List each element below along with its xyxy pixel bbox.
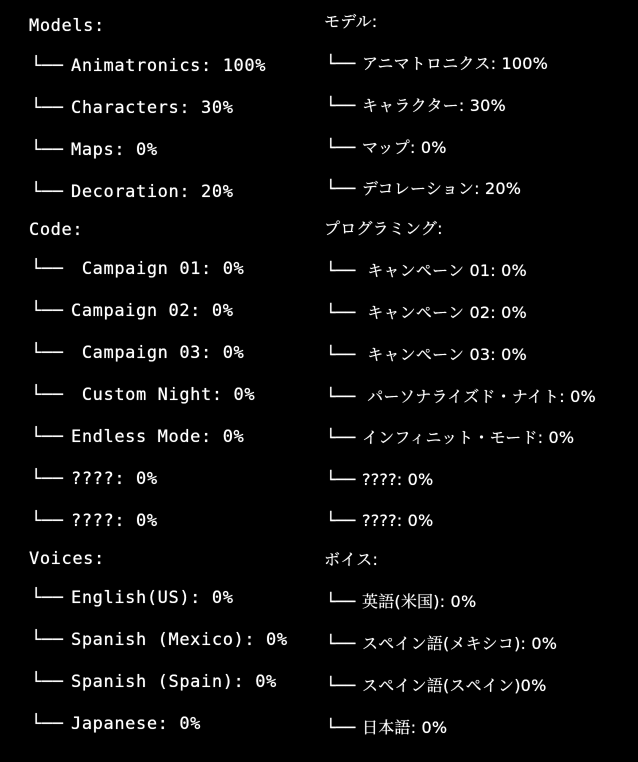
tree-branch-icon: └── bbox=[326, 718, 356, 737]
tree-branch-icon: └── bbox=[31, 343, 64, 363]
tree-branch-icon: └── bbox=[326, 96, 356, 115]
list-item bbox=[31, 588, 234, 608]
list-item bbox=[31, 56, 266, 76]
item-label: ????: 0% bbox=[71, 511, 158, 531]
item-label: ????: 0% bbox=[71, 469, 158, 489]
item-label: Decoration: 20% bbox=[71, 182, 234, 202]
tree-branch-icon: └── bbox=[31, 385, 64, 405]
tree-branch-icon: └── bbox=[326, 261, 356, 280]
list-item bbox=[326, 261, 527, 281]
item-label: Campaign 01: 0% bbox=[71, 259, 245, 279]
tree-branch-icon: └── bbox=[326, 470, 356, 489]
list-item bbox=[31, 259, 244, 279]
tree-branch-icon: └── bbox=[326, 345, 356, 364]
tree-branch-icon: └── bbox=[31, 259, 64, 279]
list-item bbox=[326, 96, 506, 116]
item-label: キャンペーン 01: 0% bbox=[362, 261, 527, 280]
item-label: Animatronics: 100% bbox=[71, 56, 267, 76]
item-label: Custom Night: 0% bbox=[71, 385, 256, 405]
item-label: Spanish (Spain): 0% bbox=[71, 672, 277, 692]
item-label: キャンペーン 03: 0% bbox=[362, 345, 527, 364]
list-item bbox=[31, 511, 158, 531]
tree-branch-icon: └── bbox=[31, 98, 64, 118]
item-label: Campaign 02: 0% bbox=[71, 301, 234, 321]
tree-branch-icon: └── bbox=[31, 714, 64, 734]
models-heading: Models: bbox=[29, 16, 105, 36]
list-item bbox=[31, 630, 288, 650]
list-item bbox=[326, 138, 447, 158]
list-item bbox=[31, 343, 244, 363]
list-item bbox=[31, 672, 277, 692]
tree-branch-icon: └── bbox=[31, 427, 64, 447]
list-item bbox=[326, 428, 574, 448]
list-item bbox=[31, 182, 234, 202]
tree-branch-icon: └── bbox=[326, 303, 356, 322]
item-label: Maps: 0% bbox=[71, 140, 158, 160]
tree-branch-icon: └── bbox=[326, 592, 356, 611]
tree-branch-icon: └── bbox=[326, 138, 356, 157]
list-item bbox=[31, 427, 244, 447]
item-label: ????: 0% bbox=[362, 511, 434, 530]
item-label: Campaign 03: 0% bbox=[71, 343, 245, 363]
item-label: Characters: 30% bbox=[71, 98, 234, 118]
list-item bbox=[326, 592, 476, 612]
item-label: パーソナライズド・ナイト: 0% bbox=[362, 387, 596, 406]
item-label: 日本語: 0% bbox=[362, 718, 448, 737]
list-item bbox=[326, 54, 548, 74]
item-label: キャンペーン 02: 0% bbox=[362, 303, 527, 322]
models-heading: モデル: bbox=[324, 12, 378, 31]
item-label: デコレーション: 20% bbox=[362, 179, 522, 198]
list-item bbox=[326, 303, 527, 323]
code-heading: Code: bbox=[29, 220, 84, 240]
list-item bbox=[31, 98, 234, 118]
tree-branch-icon: └── bbox=[31, 56, 64, 76]
tree-branch-icon: └── bbox=[31, 301, 64, 321]
list-item bbox=[326, 345, 527, 365]
item-label: インフィニット・モード: 0% bbox=[362, 428, 575, 447]
item-label: マップ: 0% bbox=[362, 138, 447, 157]
list-item bbox=[326, 511, 433, 531]
tree-branch-icon: └── bbox=[326, 511, 356, 530]
item-label: 英語(米国): 0% bbox=[362, 592, 477, 611]
voices-heading: Voices: bbox=[29, 549, 105, 569]
item-label: アニマトロニクス: 100% bbox=[362, 54, 549, 73]
item-label: English(US): 0% bbox=[71, 588, 234, 608]
item-label: キャラクター: 30% bbox=[362, 96, 506, 115]
tree-branch-icon: └── bbox=[326, 428, 356, 447]
list-item bbox=[31, 385, 255, 405]
tree-branch-icon: └── bbox=[31, 672, 64, 692]
tree-branch-icon: └── bbox=[326, 54, 356, 73]
tree-branch-icon: └── bbox=[31, 182, 64, 202]
tree-branch-icon: └── bbox=[326, 387, 356, 406]
item-label: Spanish (Mexico): 0% bbox=[71, 630, 288, 650]
list-item bbox=[326, 387, 596, 407]
list-item bbox=[326, 470, 433, 490]
list-item bbox=[31, 140, 158, 160]
list-item bbox=[326, 718, 447, 738]
voices-heading: ボイス: bbox=[324, 550, 379, 569]
item-label: Endless Mode: 0% bbox=[71, 427, 245, 447]
tree-branch-icon: └── bbox=[31, 511, 64, 531]
list-item bbox=[326, 676, 546, 696]
tree-branch-icon: └── bbox=[31, 588, 64, 608]
item-label: スペイン語(スペイン)0% bbox=[362, 676, 547, 695]
tree-branch-icon: └── bbox=[31, 630, 64, 650]
list-item bbox=[31, 714, 201, 734]
tree-branch-icon: └── bbox=[326, 179, 356, 198]
list-item bbox=[326, 634, 557, 654]
list-item bbox=[31, 301, 234, 321]
item-label: Japanese: 0% bbox=[71, 714, 202, 734]
item-label: スペイン語(メキシコ): 0% bbox=[362, 634, 558, 653]
list-item bbox=[31, 469, 158, 489]
tree-branch-icon: └── bbox=[31, 469, 64, 489]
list-item bbox=[326, 179, 521, 199]
code-heading: プログラミング: bbox=[324, 219, 443, 238]
tree-branch-icon: └── bbox=[326, 634, 356, 653]
tree-branch-icon: └── bbox=[326, 676, 356, 695]
item-label: ????: 0% bbox=[362, 470, 434, 489]
tree-branch-icon: └── bbox=[31, 140, 64, 160]
